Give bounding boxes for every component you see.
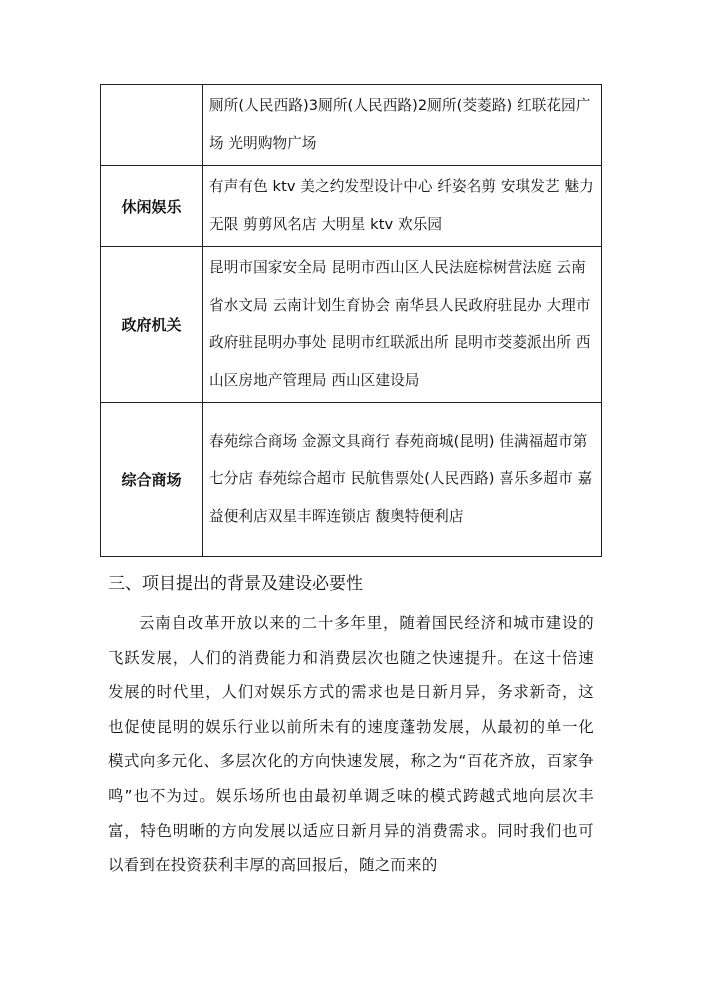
table-row [101, 403, 602, 557]
row-value: 厕所(人民西路)3厕所(人民西路)2厕所(茭菱路) 红联花园广场 光明购物广场 [203, 85, 602, 166]
body-paragraph: 云南自改革开放以来的二十多年里，随着国民经济和城市建设的飞跃发展，人们的消费能力和消费层次也随之快速提升。在这十倍速发展的时代里，人们对娱乐方式的需求也是日新月异，务求新奇，这也促使昆明的娱乐行业以前所未有的速度蓬勃发展，从最初的单一化模式向多元化、多层次化的方向快速发展，称之为“百花齐放，百家争鸣”也不为过。娱乐场所也由最初单调乏味的模式跨越式地向层次丰富，特色明晰的方向发展以适应日新月异的消费需求。同时我们也可以看到在投资获利丰厚的高回报后，随之而来的 [108, 614, 594, 875]
row-label: 综合商场 [101, 403, 203, 557]
table-row [101, 247, 602, 403]
row-label: 休闲娱乐 [101, 166, 203, 247]
row-value: 有声有色 ktv 美之约发型设计中心 纤姿名剪 安琪发艺 魅力无限 剪剪风名店 大明星 ktv 欢乐园 [203, 166, 602, 247]
table-row [101, 85, 602, 166]
poi-table [100, 84, 602, 557]
row-value: 昆明市国家安全局 昆明市西山区人民法庭棕树营法庭 云南省水文局 云南计划生育协会 南华县人民政府驻昆办 大理市政府驻昆明办事处 昆明市红联派出所 昆明市茭菱派出所 西山区房地产管理局 西山区建设局 [203, 247, 602, 403]
section-heading: 三、项目提出的背景及建设必要性 [108, 574, 363, 594]
row-value: 春苑综合商场 金源文具商行 春苑商城(昆明) 佳满福超市第七分店 春苑综合超市 民航售票处(人民西路) 喜乐多超市 嘉益便利店双星丰晖连锁店 馥奥特便利店 [203, 403, 602, 557]
row-label: 政府机关 [101, 247, 203, 403]
table-row [101, 166, 602, 247]
row-label [101, 85, 203, 166]
